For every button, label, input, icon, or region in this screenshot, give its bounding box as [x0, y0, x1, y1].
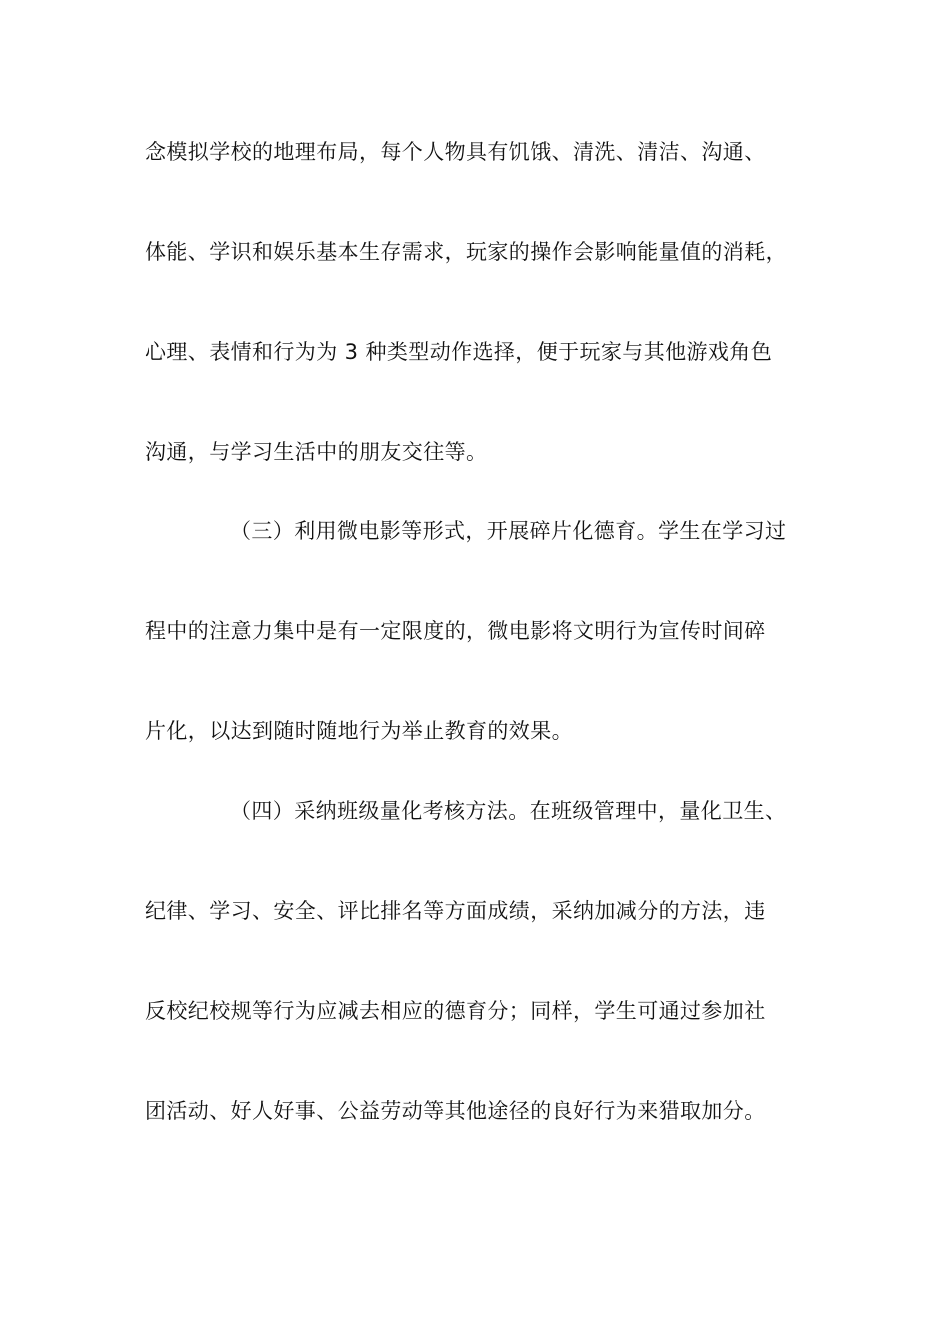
paragraph-line: 沟通，与学习生活中的朋友交往等。 [145, 440, 488, 464]
paragraph-line: 程中的注意力集中是有一定限度的，微电影将文明行为宣传时间碎 [145, 619, 766, 643]
paragraph-line: 体能、学识和娱乐基本生存需求，玩家的操作会影响能量值的消耗， [145, 240, 787, 264]
paragraph-line: 片化，以达到随时随地行为举止教育的效果。 [145, 719, 573, 743]
section-heading-line: （四）采纳班级量化考核方法。在班级管理中，量化卫生、 [230, 799, 787, 823]
paragraph-line: 念模拟学校的地理布局，每个人物具有饥饿、清洗、清洁、沟通、 [145, 140, 766, 164]
paragraph-line: 团活动、好人好事、公益劳动等其他途径的良好行为来猎取加分。 [145, 1099, 766, 1123]
paragraph-line: 心理、表情和行为为 3 种类型动作选择，便于玩家与其他游戏角色 [145, 340, 773, 364]
paragraph-line: 反校纪校规等行为应减去相应的德育分；同样，学生可通过参加社 [145, 999, 766, 1023]
section-heading-line: （三）利用微电影等形式，开展碎片化德育。学生在学习过 [230, 519, 787, 543]
paragraph-line: 纪律、学习、安全、评比排名等方面成绩，采纳加减分的方法，违 [145, 899, 766, 923]
